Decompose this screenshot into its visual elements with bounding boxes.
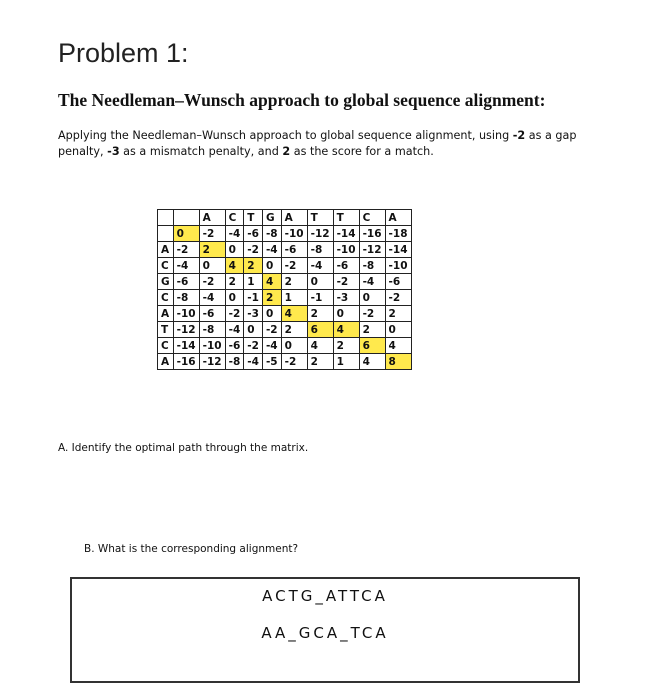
matrix-row — [158, 290, 412, 306]
matrix-cell: -10 — [173, 306, 199, 322]
matrix-cell: -18 — [385, 226, 411, 242]
matrix-cell: -4 — [225, 322, 244, 338]
matrix-cell: -10 — [281, 226, 307, 242]
matrix-row-header: C — [158, 338, 174, 354]
alignment-line-1: ACTG_ATTCA — [262, 587, 388, 605]
matrix-column-header: T — [244, 210, 263, 226]
matrix-column-header: A — [385, 210, 411, 226]
matrix-cell: -2 — [281, 258, 307, 274]
matrix-cell: -1 — [244, 290, 263, 306]
matrix-cell: 1 — [244, 274, 263, 290]
intro-text-1: Applying the Needleman–Wunsch approach to global sequence alignment, using — [58, 129, 513, 142]
matrix-row — [158, 258, 412, 274]
matrix-cell: 0 — [281, 338, 307, 354]
matrix-cell: -5 — [262, 354, 281, 370]
matrix-row — [158, 354, 412, 370]
matrix-cell: -8 — [307, 242, 333, 258]
matrix-row — [158, 226, 412, 242]
question-a: A. Identify the optimal path through the matrix. — [58, 442, 309, 454]
matrix-path-cell: 6 — [359, 338, 385, 354]
matrix-cell: -3 — [333, 290, 359, 306]
matrix-cell: 0 — [199, 258, 225, 274]
matrix-cell: -4 — [262, 242, 281, 258]
matrix-cell: -2 — [244, 242, 263, 258]
matrix-cell: -4 — [359, 274, 385, 290]
matrix-cell: -1 — [307, 290, 333, 306]
matrix-column-header: A — [281, 210, 307, 226]
matrix-cell: 4 — [385, 338, 411, 354]
matrix-cell: 1 — [333, 354, 359, 370]
matrix-cell: -2 — [199, 226, 225, 242]
matrix-corner-cell — [158, 210, 174, 226]
matrix-cell: -4 — [225, 226, 244, 242]
matrix-cell: -8 — [262, 226, 281, 242]
matrix-cell: -14 — [173, 338, 199, 354]
matrix-cell: -2 — [173, 242, 199, 258]
matrix-cell: -10 — [333, 242, 359, 258]
matrix-cell: 0 — [225, 290, 244, 306]
matrix-row — [158, 322, 412, 338]
section-subtitle: The Needleman–Wunsch approach to global sequence alignment: — [58, 90, 546, 110]
matrix-cell: -6 — [333, 258, 359, 274]
match-score-value: 2 — [282, 145, 291, 158]
matrix-column-header: T — [307, 210, 333, 226]
matrix-row-header: A — [158, 242, 174, 258]
matrix-cell: -4 — [199, 290, 225, 306]
matrix-cell: 2 — [385, 306, 411, 322]
matrix-cell: -2 — [359, 306, 385, 322]
matrix-path-cell: 4 — [333, 322, 359, 338]
matrix-cell: -6 — [244, 226, 263, 242]
matrix-cell: -2 — [244, 338, 263, 354]
matrix-column-header: C — [225, 210, 244, 226]
matrix-row-header: A — [158, 306, 174, 322]
matrix-cell: -8 — [173, 290, 199, 306]
matrix-cell: -10 — [385, 258, 411, 274]
matrix-cell: -6 — [199, 306, 225, 322]
matrix-cell: 0 — [244, 322, 263, 338]
matrix-cell: -16 — [359, 226, 385, 242]
matrix-cell: -12 — [307, 226, 333, 242]
matrix-cell: -12 — [199, 354, 225, 370]
matrix-cell: -8 — [359, 258, 385, 274]
mismatch-penalty-value: -3 — [107, 145, 120, 158]
matrix-cell: 1 — [281, 290, 307, 306]
intro-text-4: as the score for a match. — [290, 145, 434, 158]
matrix-cell: 2 — [281, 274, 307, 290]
matrix-row-header: A — [158, 354, 174, 370]
matrix-cell: 4 — [307, 338, 333, 354]
score-matrix — [157, 209, 412, 370]
matrix-cell: 0 — [262, 306, 281, 322]
matrix-column-header: A — [199, 210, 225, 226]
matrix-row-header — [158, 226, 174, 242]
matrix-cell: -2 — [225, 306, 244, 322]
matrix-cell: -12 — [359, 242, 385, 258]
matrix-path-cell: 2 — [262, 290, 281, 306]
matrix-cell: -8 — [199, 322, 225, 338]
matrix-cell: -4 — [244, 354, 263, 370]
matrix-cell: -4 — [262, 338, 281, 354]
matrix-cell: -2 — [199, 274, 225, 290]
matrix-cell: 4 — [359, 354, 385, 370]
answer-box — [70, 577, 580, 683]
matrix-cell: -10 — [199, 338, 225, 354]
matrix-path-cell: 4 — [225, 258, 244, 274]
question-b: B. What is the corresponding alignment? — [84, 543, 299, 555]
matrix-cell: 2 — [333, 338, 359, 354]
matrix-row — [158, 242, 412, 258]
matrix-cell: 0 — [262, 258, 281, 274]
matrix-cell: -6 — [173, 274, 199, 290]
intro-paragraph — [58, 128, 578, 160]
matrix-path-cell: 6 — [307, 322, 333, 338]
matrix-column-header: T — [333, 210, 359, 226]
matrix-column-header: G — [262, 210, 281, 226]
matrix-path-cell: 2 — [244, 258, 263, 274]
matrix-path-cell: 8 — [385, 354, 411, 370]
matrix-cell: -6 — [281, 242, 307, 258]
matrix-cell: -12 — [173, 322, 199, 338]
matrix-cell: -8 — [225, 354, 244, 370]
matrix-path-cell: 2 — [199, 242, 225, 258]
matrix-cell: 2 — [281, 322, 307, 338]
matrix-cell: 0 — [359, 290, 385, 306]
matrix-cell: -2 — [333, 274, 359, 290]
matrix-path-cell: 4 — [281, 306, 307, 322]
matrix-row-header: T — [158, 322, 174, 338]
matrix-cell: -4 — [307, 258, 333, 274]
matrix-row — [158, 306, 412, 322]
matrix-corner-cell — [173, 210, 199, 226]
matrix-path-cell: 0 — [173, 226, 199, 242]
matrix-row-header: C — [158, 290, 174, 306]
matrix-row-header: C — [158, 258, 174, 274]
matrix-header-row — [158, 210, 412, 226]
matrix-cell: 2 — [307, 354, 333, 370]
matrix-cell: 0 — [225, 242, 244, 258]
matrix-cell: 0 — [385, 322, 411, 338]
matrix-cell: 2 — [225, 274, 244, 290]
matrix-row — [158, 274, 412, 290]
matrix-row — [158, 338, 412, 354]
matrix-cell: -16 — [173, 354, 199, 370]
gap-penalty-value: -2 — [512, 129, 526, 142]
problem-title: Problem 1: — [58, 38, 189, 68]
matrix-cell: 2 — [359, 322, 385, 338]
matrix-cell: -3 — [244, 306, 263, 322]
matrix-cell: -6 — [225, 338, 244, 354]
matrix-column-header: C — [359, 210, 385, 226]
matrix-row-header: G — [158, 274, 174, 290]
matrix-cell: 2 — [307, 306, 333, 322]
matrix-cell: 0 — [333, 306, 359, 322]
matrix-cell: -2 — [281, 354, 307, 370]
matrix-path-cell: 4 — [262, 274, 281, 290]
matrix-cell: -14 — [333, 226, 359, 242]
matrix-cell: -2 — [262, 322, 281, 338]
matrix-cell: 0 — [307, 274, 333, 290]
matrix-cell: -6 — [385, 274, 411, 290]
matrix-cell: -14 — [385, 242, 411, 258]
matrix-cell: -4 — [173, 258, 199, 274]
intro-text-3: as a mismatch penalty, and — [119, 145, 283, 158]
matrix-cell: -2 — [385, 290, 411, 306]
alignment-line-2: AA_GCA_TCA — [261, 624, 389, 642]
intro-text-2: as a gap penalty, — [58, 129, 577, 158]
